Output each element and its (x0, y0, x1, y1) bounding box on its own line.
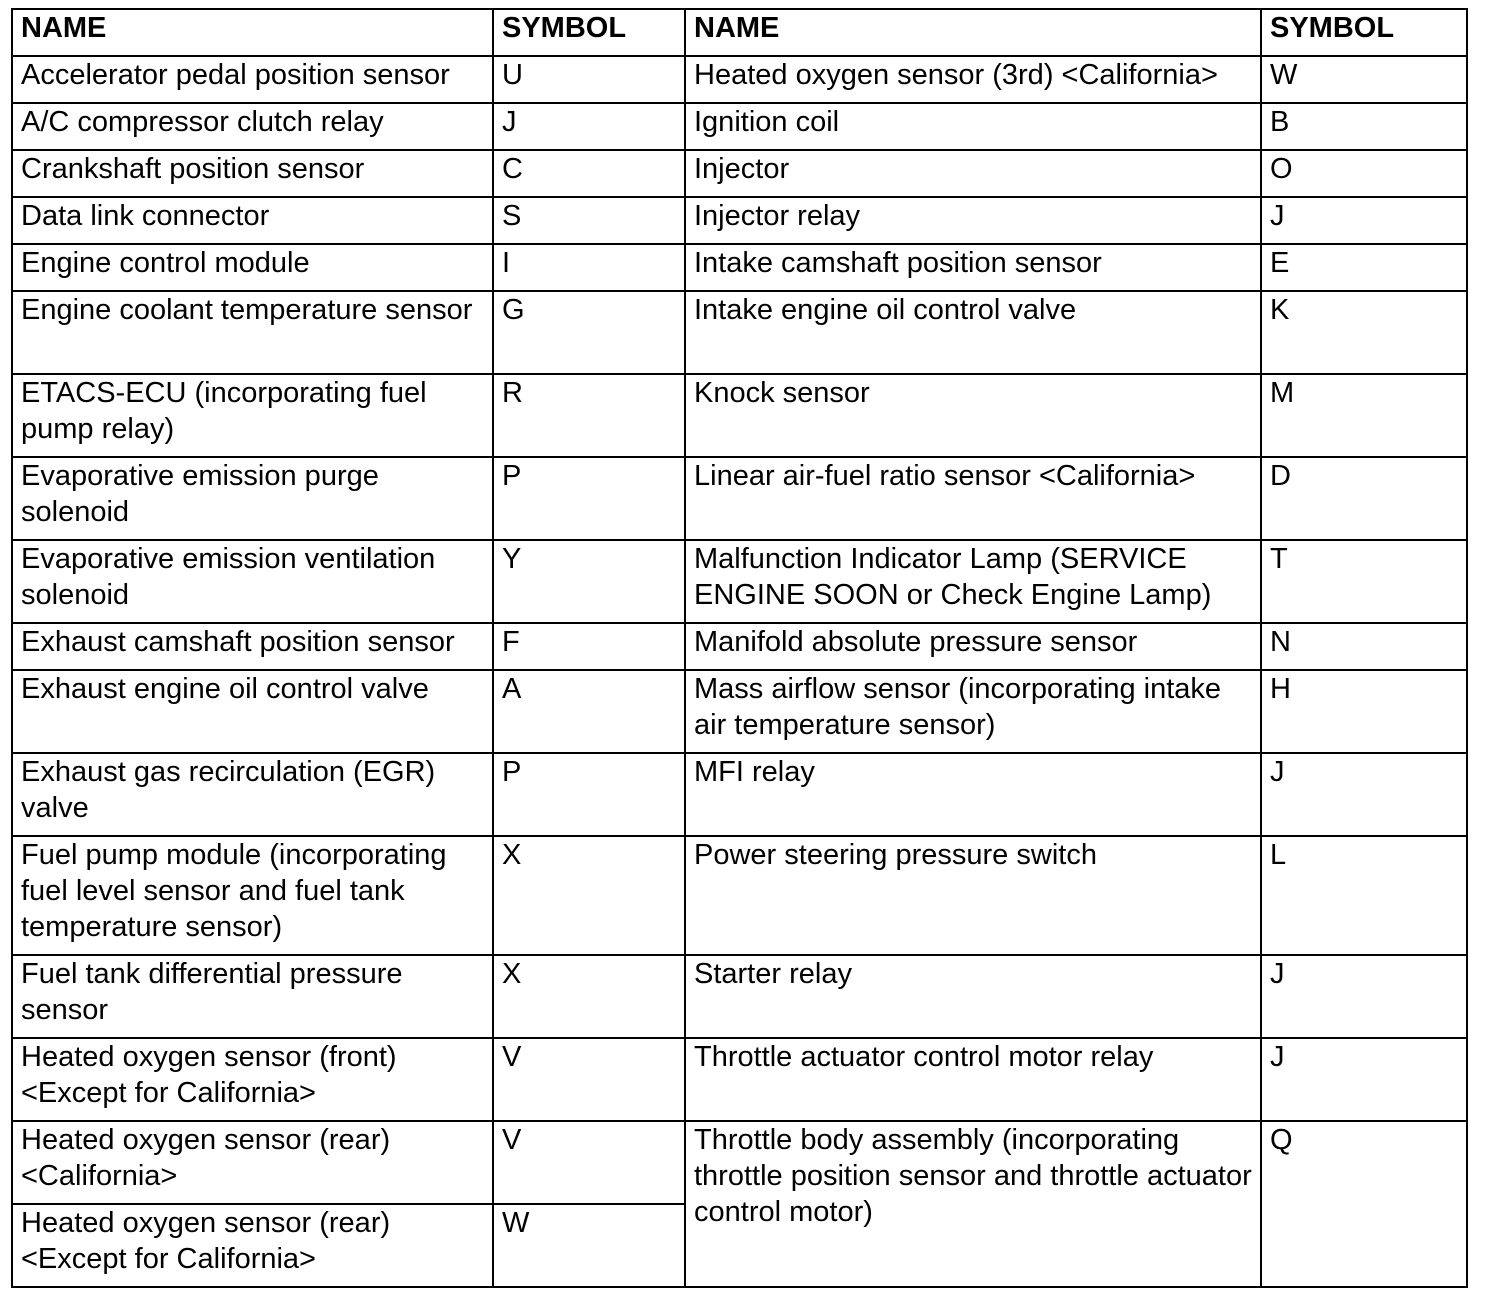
right-name-cell: Throttle body assembly (incorporating throttle position sensor and throttle actuator control motor) (685, 1121, 1261, 1287)
left-symbol-cell: G (493, 291, 685, 374)
left-symbol-cell: Y (493, 540, 685, 623)
left-name-cell: Exhaust gas recirculation (EGR) valve (12, 753, 493, 836)
table-row (12, 836, 1467, 955)
right-name-cell: Intake engine oil control valve (685, 291, 1261, 374)
left-symbol-cell: W (493, 1204, 685, 1287)
right-symbol-cell: W (1261, 56, 1467, 103)
left-name-cell: Heated oxygen sensor (rear) <Except for California> (12, 1204, 493, 1287)
header-row (12, 9, 1467, 56)
header-name-right: NAME (685, 9, 1261, 56)
table-row (12, 103, 1467, 150)
left-name-cell: Fuel tank differential pressure sensor (12, 955, 493, 1038)
left-name-cell: ETACS-ECU (incorporating fuel pump relay) (12, 374, 493, 457)
right-symbol-cell: J (1261, 753, 1467, 836)
table-row (12, 291, 1467, 374)
right-name-cell: Injector relay (685, 197, 1261, 244)
table-row (12, 1038, 1467, 1121)
table-row (12, 540, 1467, 623)
right-symbol-cell: D (1261, 457, 1467, 540)
left-name-cell: Engine control module (12, 244, 493, 291)
table-row (12, 457, 1467, 540)
left-symbol-cell: V (493, 1038, 685, 1121)
table-row (12, 955, 1467, 1038)
left-symbol-cell: X (493, 955, 685, 1038)
left-symbol-cell: F (493, 623, 685, 670)
right-name-cell: Heated oxygen sensor (3rd) <California> (685, 56, 1261, 103)
right-name-cell: Knock sensor (685, 374, 1261, 457)
header-name-left: NAME (12, 9, 493, 56)
left-name-cell: Heated oxygen sensor (front) <Except for California> (12, 1038, 493, 1121)
table-row (12, 150, 1467, 197)
right-name-cell: Throttle actuator control motor relay (685, 1038, 1261, 1121)
right-symbol-cell: O (1261, 150, 1467, 197)
right-symbol-cell: E (1261, 244, 1467, 291)
right-symbol-cell: J (1261, 1038, 1467, 1121)
right-symbol-cell: L (1261, 836, 1467, 955)
right-name-cell: Mass airflow sensor (incorporating intake air temperature sensor) (685, 670, 1261, 753)
right-name-cell: Injector (685, 150, 1261, 197)
table-row (12, 197, 1467, 244)
right-name-cell: Intake camshaft position sensor (685, 244, 1261, 291)
left-name-cell: Data link connector (12, 197, 493, 244)
left-symbol-cell: R (493, 374, 685, 457)
right-symbol-cell: H (1261, 670, 1467, 753)
left-name-cell: Evaporative emission purge solenoid (12, 457, 493, 540)
left-name-cell: Evaporative emission ventilation solenoid (12, 540, 493, 623)
right-name-cell: MFI relay (685, 753, 1261, 836)
right-name-cell: Ignition coil (685, 103, 1261, 150)
right-name-cell: Power steering pressure switch (685, 836, 1261, 955)
left-name-cell: Accelerator pedal position sensor (12, 56, 493, 103)
right-name-cell: Starter relay (685, 955, 1261, 1038)
left-symbol-cell: A (493, 670, 685, 753)
right-symbol-cell: J (1261, 955, 1467, 1038)
left-symbol-cell: P (493, 753, 685, 836)
left-symbol-cell: P (493, 457, 685, 540)
right-symbol-cell: K (1261, 291, 1467, 374)
left-name-cell: Heated oxygen sensor (rear) <California> (12, 1121, 493, 1204)
right-symbol-cell: B (1261, 103, 1467, 150)
right-symbol-cell: T (1261, 540, 1467, 623)
left-symbol-cell: X (493, 836, 685, 955)
right-symbol-cell: M (1261, 374, 1467, 457)
left-name-cell: A/C compressor clutch relay (12, 103, 493, 150)
left-symbol-cell: S (493, 197, 685, 244)
left-symbol-cell: U (493, 56, 685, 103)
right-symbol-cell: Q (1261, 1121, 1467, 1287)
component-symbol-table (11, 8, 1468, 1288)
left-symbol-cell: J (493, 103, 685, 150)
table-row (12, 244, 1467, 291)
right-name-cell: Linear air-fuel ratio sensor <California> (685, 457, 1261, 540)
left-name-cell: Crankshaft position sensor (12, 150, 493, 197)
left-symbol-cell: C (493, 150, 685, 197)
right-name-cell: Manifold absolute pressure sensor (685, 623, 1261, 670)
table-row (12, 670, 1467, 753)
table-row (12, 753, 1467, 836)
table-row (12, 623, 1467, 670)
left-name-cell: Engine coolant temperature sensor (12, 291, 493, 374)
table-row (12, 374, 1467, 457)
left-name-cell: Fuel pump module (incorporating fuel level sensor and fuel tank temperature sensor) (12, 836, 493, 955)
header-symbol-right: SYMBOL (1261, 9, 1467, 56)
right-symbol-cell: J (1261, 197, 1467, 244)
table-row (12, 1121, 1467, 1204)
left-name-cell: Exhaust engine oil control valve (12, 670, 493, 753)
right-name-cell: Malfunction Indicator Lamp (SERVICE ENGINE SOON or Check Engine Lamp) (685, 540, 1261, 623)
right-symbol-cell: N (1261, 623, 1467, 670)
left-name-cell: Exhaust camshaft position sensor (12, 623, 493, 670)
table-row (12, 56, 1467, 103)
left-symbol-cell: I (493, 244, 685, 291)
header-symbol-left: SYMBOL (493, 9, 685, 56)
left-symbol-cell: V (493, 1121, 685, 1204)
